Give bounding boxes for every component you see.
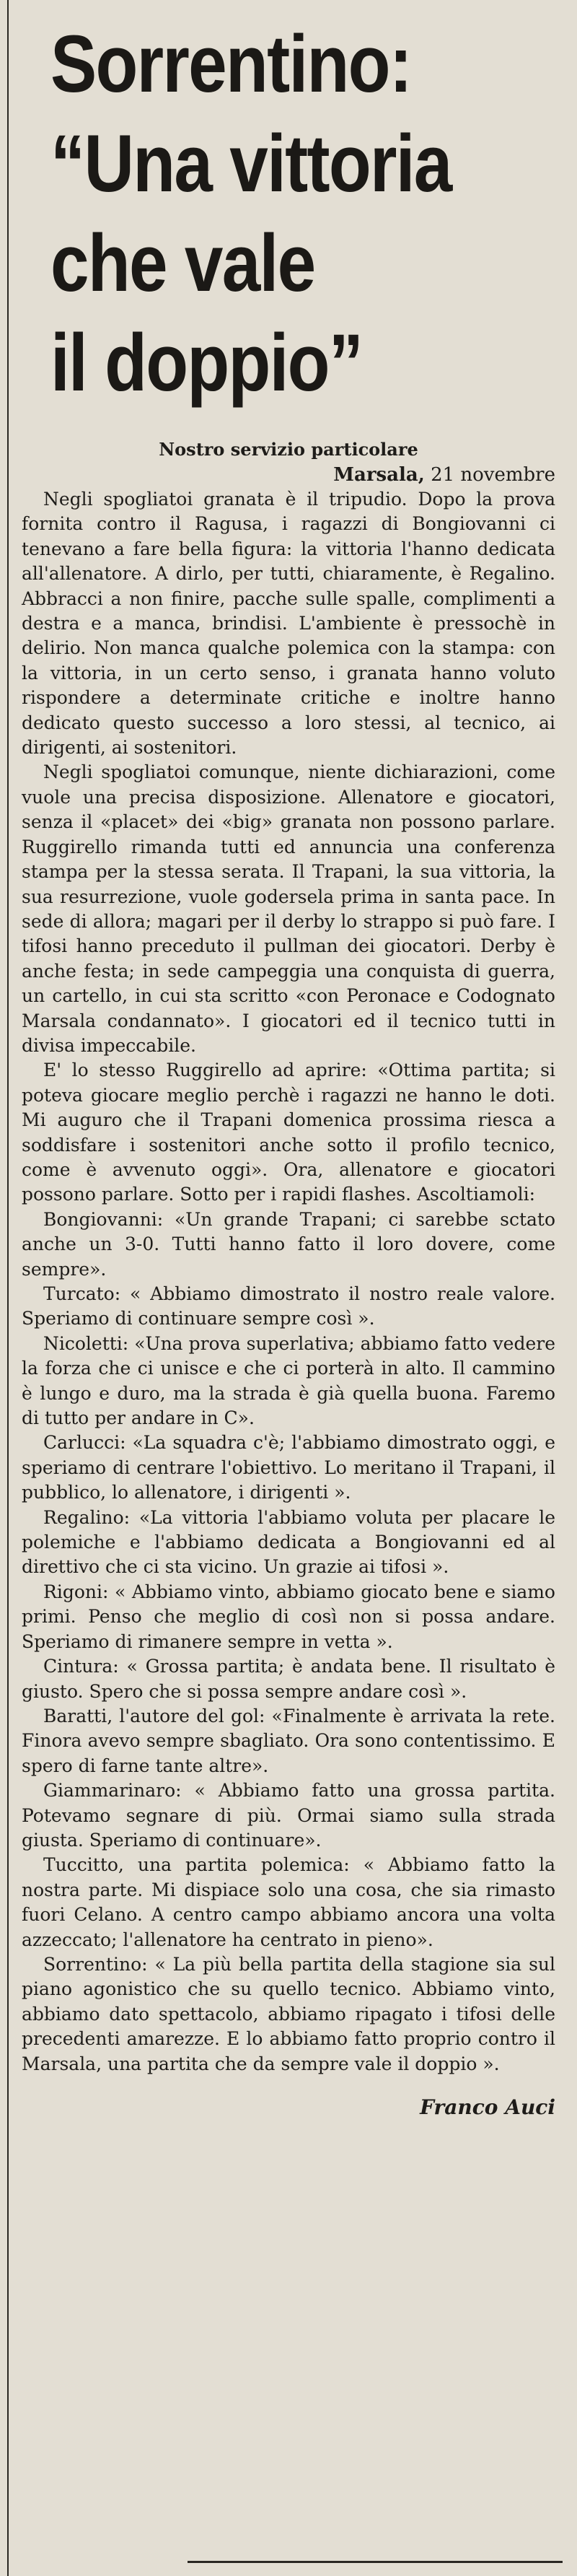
- paragraph: Bongiovanni: «Un grande Trapani; ci sarebbe sctato anche un 3-0. Tutti hanno fatto il loro dovere, come sempre».: [22, 1208, 555, 1280]
- article: [22, 14, 555, 2119]
- dateline: [22, 464, 555, 486]
- paragraph: Cintura: « Grossa partita; è andata bene. Il risultato è giusto. Spero che si possa sempre andare così ».: [22, 1656, 555, 1702]
- kicker: Nostro servizio particolare: [159, 439, 418, 460]
- paragraph: Carlucci: «La squadra c'è; l'abbiamo dimostrato oggi, e speriamo di centrare l'obiettivo. Lo meritano il Trapani, il pubblico, lo allenatore, i dirigenti ».: [22, 1432, 555, 1503]
- paragraph: Nicoletti: «Una prova superlativa; abbiamo fatto vedere la forza che ci unisce e che ci porterà in alto. Il cammino è lungo e duro, ma la strada è già quella buona. Faremo di tutto per andare in C».: [22, 1332, 555, 1429]
- headline-line-1: Sorrentino:: [50, 19, 412, 109]
- article-body: [22, 487, 555, 2077]
- dateline-place: Marsala,: [333, 464, 425, 486]
- byline: Franco Auci: [420, 2095, 555, 2119]
- dateline-date: 21 novembre: [431, 464, 555, 486]
- paragraph: Turcato: « Abbiamo dimostrato il nostro reale valore. Speriamo di continuare sempre così ».: [22, 1283, 555, 1330]
- headline-line-2: “Una vittoria: [50, 118, 452, 209]
- paragraph: Negli spogliatoi granata è il tripudio. Dopo la prova fornita contro il Ragusa, i ragazzi di Bongiovanni ci tenevano a fare bella figura: la vittoria l'hanno dedicata all'allenatore. A dirlo, per tutti, chiaramente, è Regalino. Abbracci a non finire, pacche sulle spalle, complimenti a destra e a manca, brindisi. L'ambiente è pressochè in delirio. Non manca qualche polemica con la stampa: con la vittoria, in un certo senso, i granata hanno voluto rispondere a determinate critiche e inoltre hanno dedicato questo successo a loro stessi, al tecnico, ai dirigenti, ai sostenitori.: [22, 489, 555, 759]
- column-rule-left: [7, 0, 9, 2576]
- paragraph: Giammarinaro: « Abbiamo fatto una grossa partita. Potevamo segnare di più. Ormai siamo sulla strada giusta. Speriamo di continuare».: [22, 1780, 555, 1851]
- headline-line-3: che vale: [50, 218, 315, 308]
- paragraph: Regalino: «La vittoria l'abbiamo voluta per placare le polemiche e l'abbiamo dedicata a Bongiovanni ed al direttivo che ci sta vicino. Un grazie ai tifosi ».: [22, 1506, 555, 1578]
- paragraph: Tuccitto, una partita polemica: « Abbiamo fatto la nostra parte. Mi dispiace solo una cosa, che sia rimasto fuori Celano. A centro campo abbiamo ancora una volta azzeccato; l'allenatore ha centrato in pieno».: [22, 1854, 555, 1950]
- paragraph: Negli spogliatoi comunque, niente dichiarazioni, come vuole una precisa disposizione. Allenatore e giocatori, senza il «placet» dei «big» granata non possono parlare. Ruggirello rimanda tutti ed annuncia una conferenza stampa per la stessa serata. Il Trapani, la sua vittoria, la sua resurrezione, vuole godersela prima in santa pace. In sede di allora; magari per il derby lo strappo si può fare. I tifosi hanno preceduto il pullman dei giocatori. Derby è anche festa; in sede campeggia una conquista di guerra, un cartello, in cui sta scritto «con Peronace e Codognato Marsala condannato». I giocatori ed il tecnico tutti in divisa impeccabile.: [22, 761, 555, 1056]
- paragraph: Baratti, l'autore del gol: «Finalmente è arrivata la rete. Finora avevo sempre sbagliato. Ora sono contentissimo. E spero di farne tante altre».: [22, 1705, 555, 1776]
- bottom-rule: [188, 2561, 563, 2563]
- headline: [50, 14, 577, 413]
- headline-line-4: il doppio”: [50, 318, 363, 408]
- paragraph: E' lo stesso Ruggirello ad aprire: «Ottima partita; si poteva giocare meglio perchè i ragazzi ne hanno le doti. Mi auguro che il Trapani domenica prossima riesca a soddisfare i sostenitori anche sotto il profilo tecnico, come è avvenuto oggi». Ora, allenatore e giocatori possono parlare. Sotto per i rapidi flashes. Ascoltiamoli:: [22, 1060, 555, 1205]
- paragraph: Sorrentino: « La più bella partita della stagione sia sul piano agonistico che su quello tecnico. Abbiamo vinto, abbiamo dato spettacolo, abbiamo ripagato i tifosi delle precedenti amarezze. E lo abbiamo fatto proprio contro il Marsala, una partita che da sempre vale il doppio ».: [22, 1953, 555, 2074]
- paragraph: Rigoni: « Abbiamo vinto, abbiamo giocato bene e siamo primi. Penso che meglio di così non si possa andare. Speriamo di rimanere sempre in vetta ».: [22, 1581, 555, 1652]
